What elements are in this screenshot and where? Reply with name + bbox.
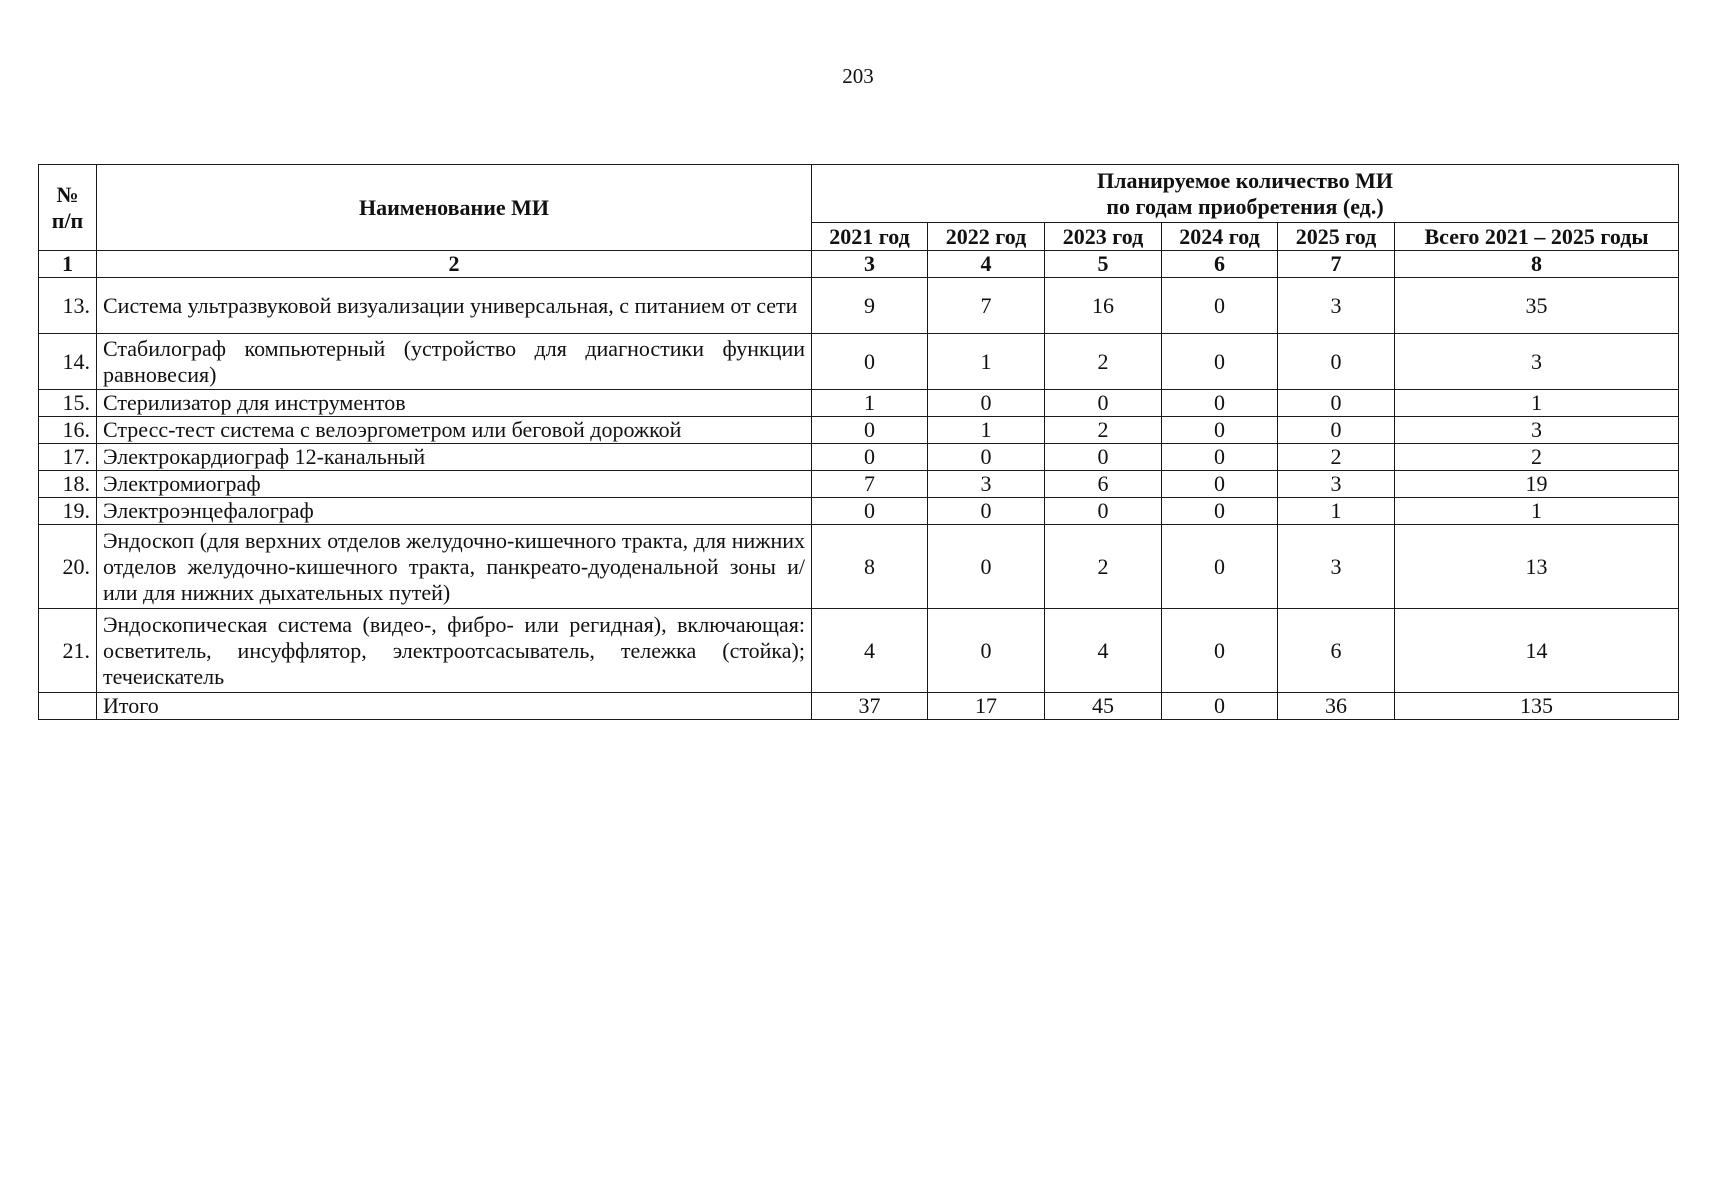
row-value: 3 [1278, 471, 1395, 498]
table-row [39, 278, 1679, 334]
row-name: Стабилограф компьютерный (устройство для диагностики функции равновесия) [97, 334, 812, 390]
header-plan-line1: Планируемое количество МИ [1097, 167, 1394, 193]
total-value: 36 [1278, 693, 1395, 720]
header-plan [812, 165, 1679, 223]
row-value: 0 [928, 390, 1045, 417]
table-row [39, 390, 1679, 417]
column-index: 8 [1395, 251, 1679, 278]
row-name: Электроэнцефалограф [97, 498, 812, 525]
header-year: 2022 год [928, 223, 1045, 251]
row-value: 4 [1045, 609, 1162, 693]
row-value: 7 [812, 471, 928, 498]
row-value: 1 [928, 417, 1045, 444]
row-total: 19 [1395, 471, 1679, 498]
row-value: 4 [812, 609, 928, 693]
header-year-total: Всего 2021 – 2025 годы [1395, 223, 1679, 251]
row-value: 3 [1278, 525, 1395, 609]
row-value: 0 [1162, 278, 1278, 334]
row-value: 9 [812, 278, 928, 334]
row-total: 1 [1395, 390, 1679, 417]
row-value: 2 [1045, 417, 1162, 444]
header-row-top [39, 165, 1679, 223]
header-year: 2024 год [1162, 223, 1278, 251]
table-row [39, 334, 1679, 390]
table-row [39, 498, 1679, 525]
page-number: 203 [842, 64, 874, 88]
row-value: 0 [1162, 444, 1278, 471]
table-row [39, 417, 1679, 444]
row-total: 35 [1395, 278, 1679, 334]
row-value: 0 [928, 525, 1045, 609]
table-row [39, 525, 1679, 609]
header-plan-line2: по годам приобретения (ед.) [1106, 193, 1384, 219]
row-name: Эндоскопическая система (видео-, фибро- или регидная), включающая: осветитель, инсуффлятор, электроотсасыватель, тележка (стойка); течеискатель [97, 609, 812, 693]
row-value: 0 [1162, 334, 1278, 390]
row-value: 0 [928, 444, 1045, 471]
row-value: 6 [1045, 471, 1162, 498]
row-total: 14 [1395, 609, 1679, 693]
medical-equipment-table [38, 164, 1679, 720]
row-value: 0 [1045, 390, 1162, 417]
column-index: 5 [1045, 251, 1162, 278]
row-value: 1 [928, 334, 1045, 390]
row-value: 3 [928, 471, 1045, 498]
total-value: 0 [1162, 693, 1278, 720]
header-year: 2023 год [1045, 223, 1162, 251]
row-name: Стресс-тест система с велоэргометром или беговой дорожкой [97, 417, 812, 444]
row-name: Система ультразвуковой визуализации универсальная, с питанием от сети [97, 278, 812, 334]
total-label: Итого [97, 693, 812, 720]
row-value: 0 [1162, 609, 1278, 693]
row-value: 16 [1045, 278, 1162, 334]
column-index: 1 [39, 251, 97, 278]
row-number: 19. [39, 498, 97, 525]
total-value: 45 [1045, 693, 1162, 720]
row-value: 1 [1278, 498, 1395, 525]
row-value: 6 [1278, 609, 1395, 693]
table-row [39, 609, 1679, 693]
row-value: 0 [1045, 498, 1162, 525]
row-value: 0 [1278, 390, 1395, 417]
column-index: 4 [928, 251, 1045, 278]
row-value: 0 [1162, 498, 1278, 525]
row-value: 1 [812, 390, 928, 417]
row-total: 1 [1395, 498, 1679, 525]
header-year: 2025 год [1278, 223, 1395, 251]
row-name: Стерилизатор для инструментов [97, 390, 812, 417]
row-total: 3 [1395, 334, 1679, 390]
row-value: 0 [1162, 390, 1278, 417]
row-number: 21. [39, 609, 97, 693]
row-name: Электрокардиограф 12-канальный [97, 444, 812, 471]
row-total: 13 [1395, 525, 1679, 609]
total-grand: 135 [1395, 693, 1679, 720]
table-row [39, 471, 1679, 498]
row-value: 0 [812, 444, 928, 471]
row-value: 0 [1045, 444, 1162, 471]
column-index: 7 [1278, 251, 1395, 278]
row-total: 3 [1395, 417, 1679, 444]
row-number: 14. [39, 334, 97, 390]
total-value: 17 [928, 693, 1045, 720]
total-row [39, 693, 1679, 720]
header-num: № п/п [39, 165, 97, 251]
header-name: Наименование МИ [97, 165, 812, 251]
row-value: 0 [1278, 334, 1395, 390]
row-value: 0 [1162, 525, 1278, 609]
row-value: 0 [812, 498, 928, 525]
row-value: 0 [928, 609, 1045, 693]
row-number: 18. [39, 471, 97, 498]
column-index: 2 [97, 251, 812, 278]
row-name: Электромиограф [97, 471, 812, 498]
header-year: 2021 год [812, 223, 928, 251]
row-value: 2 [1278, 444, 1395, 471]
total-number [39, 693, 97, 720]
row-value: 2 [1045, 525, 1162, 609]
row-value: 0 [812, 417, 928, 444]
column-index: 6 [1162, 251, 1278, 278]
row-name: Эндоскоп (для верхних отделов желудочно-кишечного тракта, для нижних отделов желудочно-кишечного тракта, панкреато-дуоденальной зоны и/или для нижних дыхательных путей) [97, 525, 812, 609]
row-number: 16. [39, 417, 97, 444]
row-number: 20. [39, 525, 97, 609]
total-value: 37 [812, 693, 928, 720]
row-total: 2 [1395, 444, 1679, 471]
row-value: 3 [1278, 278, 1395, 334]
row-value: 0 [1162, 471, 1278, 498]
row-value: 2 [1045, 334, 1162, 390]
row-number: 15. [39, 390, 97, 417]
column-index-row [39, 251, 1679, 278]
row-value: 0 [928, 498, 1045, 525]
row-value: 7 [928, 278, 1045, 334]
table-row [39, 444, 1679, 471]
row-number: 13. [39, 278, 97, 334]
row-number: 17. [39, 444, 97, 471]
row-value: 8 [812, 525, 928, 609]
column-index: 3 [812, 251, 928, 278]
row-value: 0 [1278, 417, 1395, 444]
row-value: 0 [812, 334, 928, 390]
row-value: 0 [1162, 417, 1278, 444]
